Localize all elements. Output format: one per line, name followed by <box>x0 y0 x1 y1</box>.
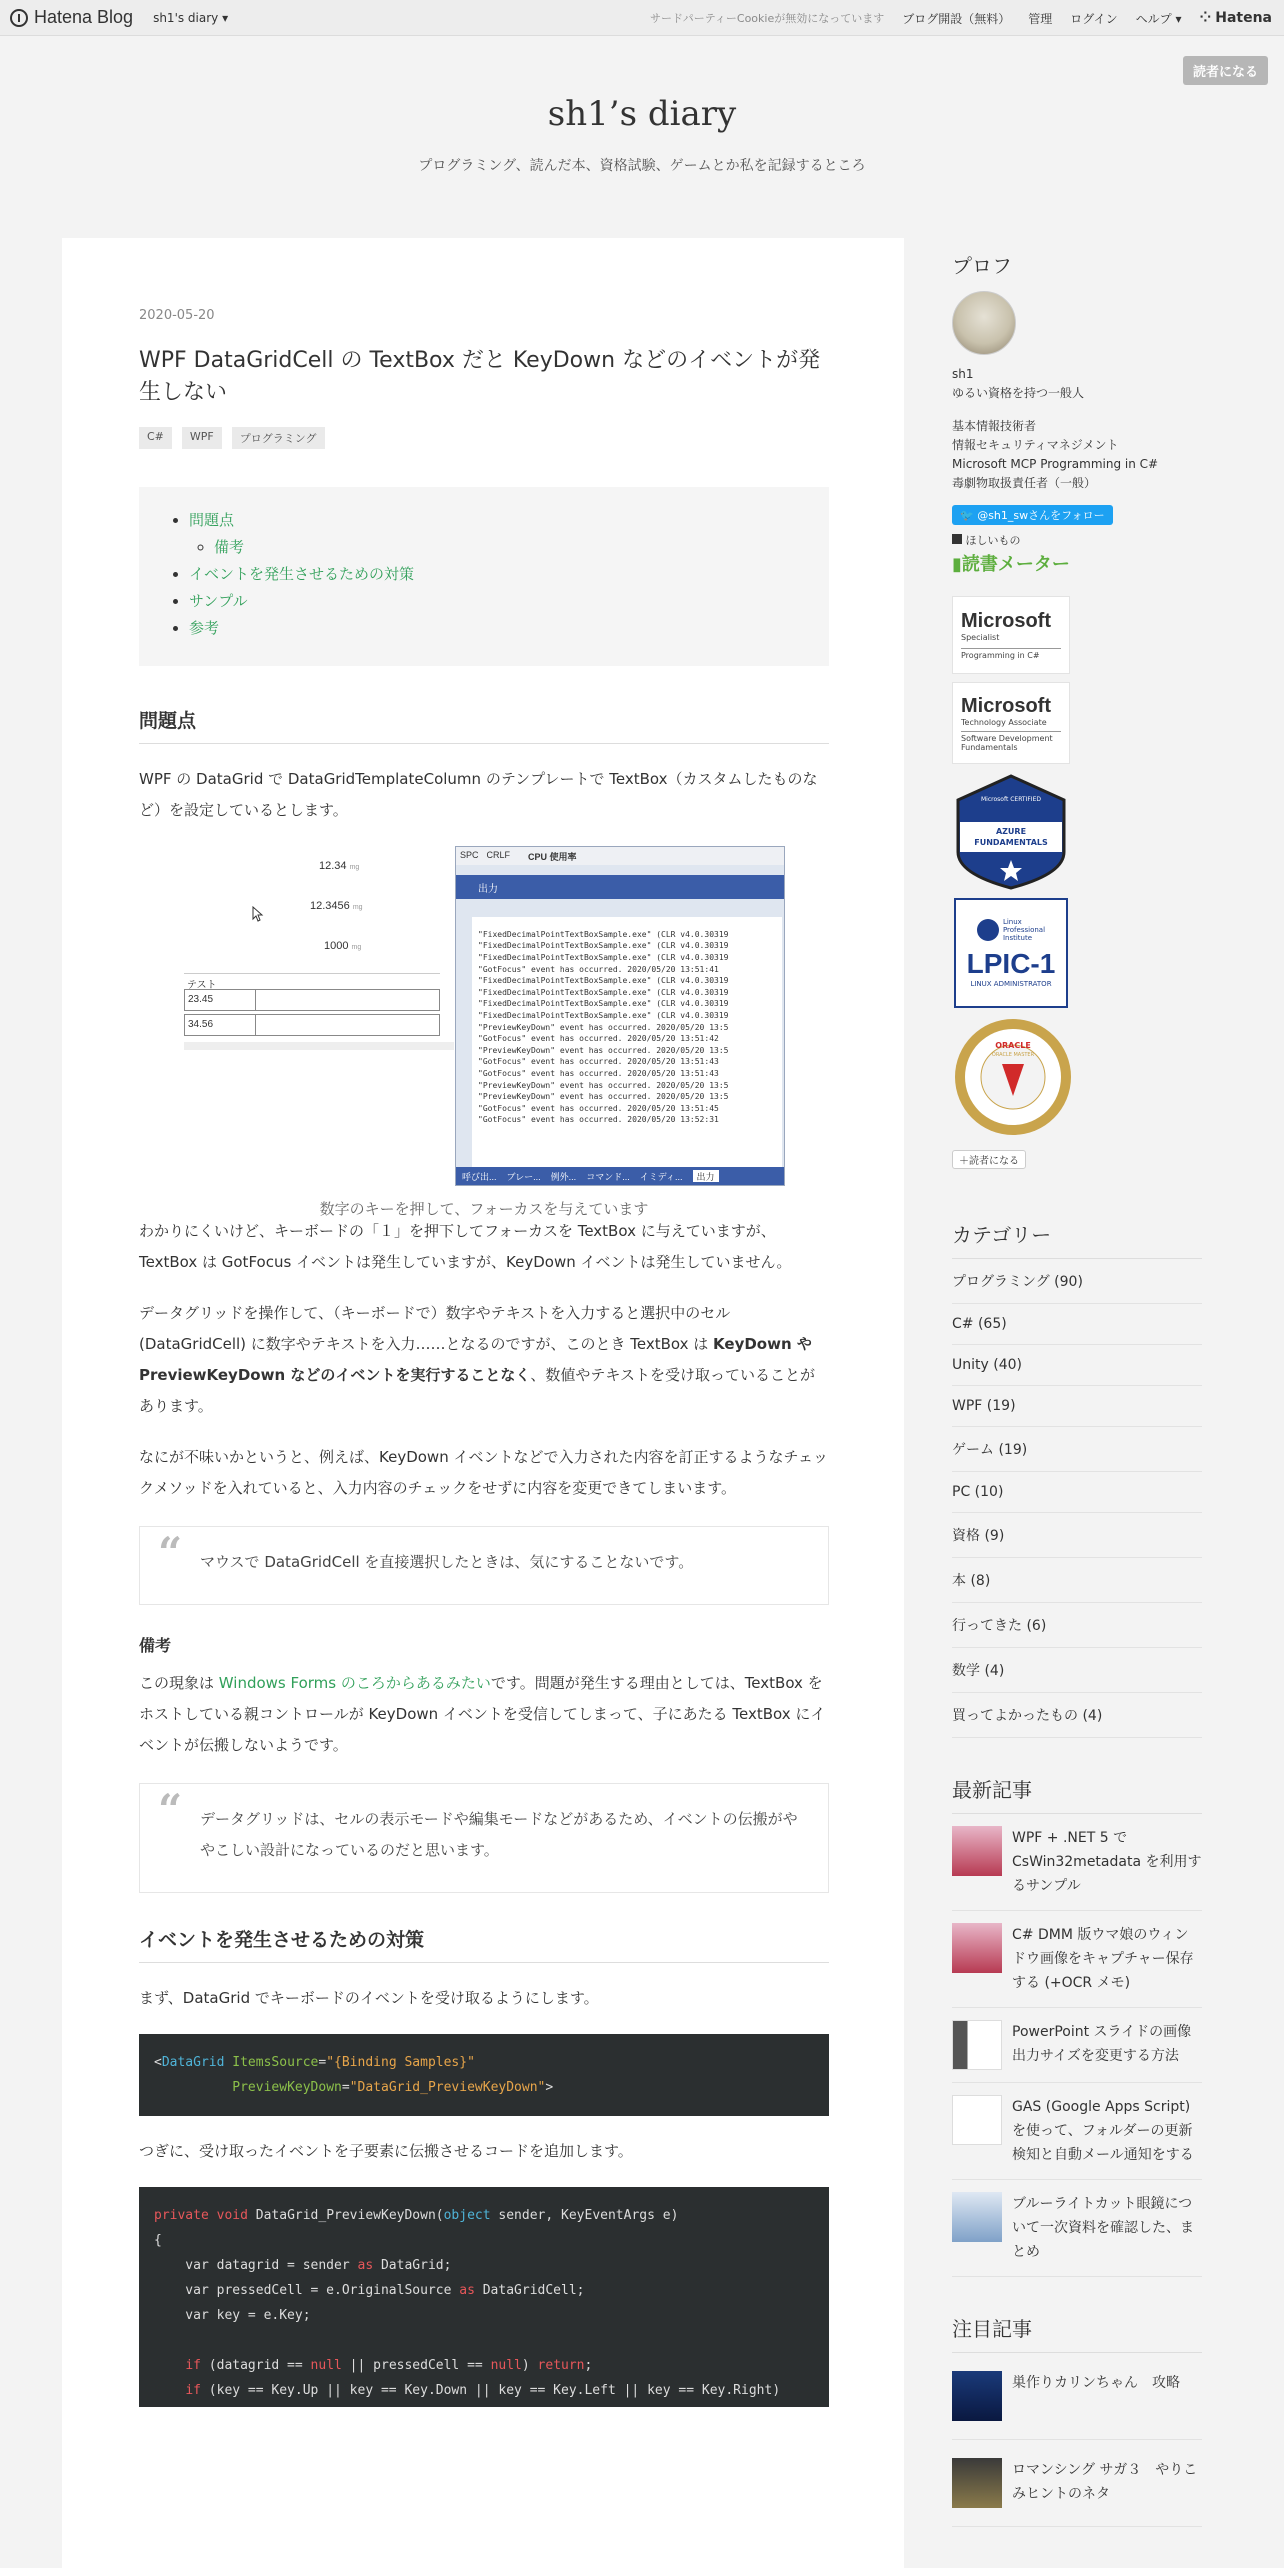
subscribe-button[interactable]: 読者になる <box>1183 56 1268 85</box>
log-line: "GotFocus" event has occurred. 2020/05/20 13:51:43 <box>478 1057 719 1067</box>
qualification: Microsoft MCP Programming in C# <box>952 457 1159 471</box>
recent-article[interactable] <box>952 2083 1202 2180</box>
entry-title[interactable]: WPF DataGridCell の TextBox だと KeyDown などのイベントが発生しない <box>139 348 821 405</box>
toc-item[interactable]: イベントを発生させるための対策 <box>189 564 415 583</box>
featured-list <box>952 2353 1202 2527</box>
log-line: "PreviewKeyDown" event has occurred. 2020/05/20 13:5 <box>478 1080 729 1090</box>
subscribe-small-button[interactable]: ＋読者になる <box>952 1150 1026 1169</box>
app-window-screenshot <box>184 846 494 1056</box>
section-heading-problem: 問題点 <box>139 706 829 744</box>
oracle-medal-icon <box>952 1016 1074 1138</box>
badge-mta[interactable]: Microsoft Technology Associate Software Development Fundamentals <box>952 682 1070 764</box>
badge-ms-specialist[interactable]: Microsoft Specialist Programming in C# <box>952 596 1070 674</box>
vs-status-tabs: SPC CRLF CPU 使用率 <box>456 847 784 865</box>
subsection-heading-note: 備考 <box>139 1635 172 1655</box>
category-item[interactable]: プログラミング (90) <box>952 1259 1202 1304</box>
hatena-blog-logo[interactable] <box>10 7 133 28</box>
paragraph: つぎに、受け取ったイベントを子要素に伝搬させるコードを追加します。 <box>139 2141 633 2160</box>
log-line: "GotFocus" event has occurred. 2020/05/20 13:51:45 <box>478 1103 719 1113</box>
article-thumbnail <box>952 2458 1002 2508</box>
recent-article[interactable] <box>952 1814 1202 1911</box>
category-item[interactable]: 行ってきた (6) <box>952 1603 1202 1648</box>
grid-header: テスト <box>184 973 440 993</box>
article-title[interactable]: 巣作りカリンちゃん 攻略 <box>1012 2375 1180 2391</box>
login-link[interactable]: ログイン <box>1070 11 1118 26</box>
article-title[interactable]: PowerPoint スライドの画像出力サイズを変更する方法 <box>1012 2024 1192 2064</box>
twitter-follow-button[interactable]: 🐦 @sh1_swさんをフォロー <box>952 505 1113 525</box>
output-log <box>472 917 782 1169</box>
article-thumbnail <box>952 2095 1002 2145</box>
twitter-bird-icon: 🐦 <box>960 509 974 522</box>
quote-mark-icon: “ <box>158 1527 183 1577</box>
profile-name[interactable]: sh1 <box>952 367 974 381</box>
article-title[interactable]: GAS (Google Apps Script) を使って、フォルダーの更新検知と自動メール通知をする <box>1012 2099 1194 2163</box>
wishlist-link[interactable]: ほしいもの <box>952 531 1202 550</box>
log-line: "GotFocus" event has occurred. 2020/05/20 13:51:41 <box>478 964 719 974</box>
avatar[interactable] <box>952 291 1016 355</box>
hatena-blog-icon <box>10 9 28 27</box>
log-line: "FixedDecimalPointTextBoxSample.exe" (CLR v4.0.30319 <box>478 999 729 1009</box>
toc-item[interactable]: 問題点 <box>189 510 235 529</box>
category-item[interactable]: 本 (8) <box>952 1558 1202 1603</box>
profile-heading: プロフ <box>952 254 1012 278</box>
category-item[interactable]: 買ってよかったもの (4) <box>952 1693 1202 1738</box>
log-line: "FixedDecimalPointTextBoxSample.exe" (CLR v4.0.30319 <box>478 987 729 997</box>
badge-azure[interactable]: Microsoft CERTIFIED AZURE FUNDAMENTALS <box>952 772 1070 890</box>
category-heading: カテゴリー <box>952 1219 1202 1259</box>
bookmeter-link[interactable]: ▮読書メーター <box>952 554 1070 575</box>
badge-lpic1[interactable]: Linux Professional Institute LPIC-1 LINUX ADMINISTRATOR <box>954 898 1068 1008</box>
value-text: 1000 mg <box>324 939 362 952</box>
paragraph: この現象は Windows Forms のころからあるみたいです。問題が発生する理由としては、TextBox をホストしている親コントロールが KeyDown イベントを受信してしまって、子にあたる TextBox にイベントが伝搬しないようです。 <box>139 1673 826 1754</box>
code-block-csharp: private void DataGrid_PreviewKeyDown(object sender, KeyEventArgs e) { var datagrid = sender as DataGrid; var pressedCell = e.OriginalSource as DataGridCell; var key = e.Key; if (datagrid == null || pressedCell == null) return; if (key == Key.Up || key == Key.Down || key == Key.Left || key == Key.Right) <box>139 2187 829 2407</box>
log-line: "FixedDecimalPointTextBoxSample.exe" (CLR v4.0.30319 <box>478 941 729 951</box>
section-heading-fix: イベントを発生させるための対策 <box>139 1925 829 1963</box>
value-text: 12.3456 mg <box>310 899 363 912</box>
category-item[interactable]: PC (10) <box>952 1472 1202 1513</box>
blockquote <box>139 1783 829 1893</box>
start-blog-link[interactable]: ブログ開設（無料） <box>902 11 1011 26</box>
qualification: 基本情報技術者 <box>952 419 1037 433</box>
sidebar <box>952 250 1202 2527</box>
recent-article[interactable] <box>952 1911 1202 2008</box>
amazon-icon <box>952 534 962 544</box>
toc-item[interactable]: サンプル <box>189 591 248 610</box>
help-menu[interactable]: ヘルプ ▾ <box>1135 11 1182 26</box>
cookie-notice[interactable]: サードパーティーCookieが無効になっています <box>649 12 885 25</box>
log-line: "GotFocus" event has occurred. 2020/05/20 13:51:43 <box>478 1068 719 1078</box>
brand-text: Hatena Blog <box>34 7 134 27</box>
paragraph: WPF の DataGrid で DataGridTemplateColumn のテンプレートで TextBox（カスタムしたものなど）を設定しているとします。 <box>139 769 818 819</box>
category-item[interactable]: 数学 (4) <box>952 1648 1202 1693</box>
profile-bio: ゆるい資格を持つ一般人 <box>952 386 1085 400</box>
featured-article[interactable] <box>952 2353 1202 2440</box>
article-title[interactable]: C# DMM 版ウマ娘のウィンドウ画像をキャプチャー保存する (+OCR メモ) <box>1012 1927 1194 1991</box>
category-list <box>952 1259 1202 1738</box>
article-title[interactable]: WPF + .NET 5 で CsWin32metadata を利用するサンプル <box>1012 1830 1202 1894</box>
article-title[interactable]: ブルーライトカット眼鏡について一次資料を確認した、まとめ <box>1012 2196 1194 2260</box>
global-header <box>0 0 1284 36</box>
article-thumbnail <box>952 2192 1002 2242</box>
category-item[interactable]: 資格 (9) <box>952 1513 1202 1558</box>
quote-text: マウスで DataGridCell を直接選択したときは、気にすることないです。 <box>200 1552 694 1571</box>
code-block-xaml: <DataGrid ItemsSource="{Binding Samples}" PreviewKeyDown="DataGrid_PreviewKeyDown"> <box>139 2034 829 2116</box>
grid-row: 23.45 <box>184 989 440 1011</box>
category-tag[interactable]: C# <box>139 427 172 449</box>
log-line: "FixedDecimalPointTextBoxSample.exe" (CLR v4.0.30319 <box>478 952 729 962</box>
output-title: 出力 <box>456 875 784 899</box>
paragraph: データグリッドを操作して、（キーボードで）数字やテキストを入力すると選択中のセル (DataGridCell) に数字やテキストを入力……となるのですが、このとき TextBox は KeyDown や PreviewKeyDown などのイベントを実行することなく、数値やテキストを受け取っていることがあります。 <box>139 1303 816 1415</box>
category-tag[interactable]: WPF <box>182 427 222 449</box>
recent-article[interactable] <box>952 2008 1202 2083</box>
category-item[interactable]: C# (65) <box>952 1304 1202 1345</box>
category-item[interactable]: Unity (40) <box>952 1345 1202 1386</box>
entry-categories <box>139 427 829 449</box>
qualification: 毒劇物取扱責任者（一般） <box>952 476 1097 490</box>
recent-heading: 最新記事 <box>952 1774 1202 1814</box>
badge-oracle-master[interactable]: ORACLE ORACLE MASTER <box>952 1016 1074 1138</box>
category-tag[interactable]: プログラミング <box>232 427 325 449</box>
blog-title[interactable]: sh1’s diary <box>547 94 737 134</box>
quote-text: データグリッドは、セルの表示モードや編集モードなどがあるため、イベントの伝搬がややこしい設計になっているのだと思います。 <box>200 1809 798 1859</box>
windows-forms-link[interactable]: Windows Forms のころからあるみたい <box>218 1673 491 1692</box>
article-thumbnail <box>952 2020 1002 2070</box>
log-line: "PreviewKeyDown" event has occurred. 2020/05/20 13:5 <box>478 1045 729 1055</box>
grid-scrollbar <box>184 1042 454 1050</box>
entry-date[interactable]: 2020-05-20 <box>139 308 215 323</box>
blog-menu[interactable]: sh1's diary ▾ <box>153 10 229 25</box>
log-line: "FixedDecimalPointTextBoxSample.exe" (CLR v4.0.30319 <box>478 1010 729 1020</box>
log-line: "PreviewKeyDown" event has occurred. 2020/05/20 13:5 <box>478 1022 729 1032</box>
mouse-cursor-icon <box>252 906 264 922</box>
bar-chart-icon: ▮ <box>952 554 962 575</box>
log-line: "GotFocus" event has occurred. 2020/05/20 13:52:31 <box>478 1115 719 1125</box>
top-right-menu <box>650 0 1272 36</box>
toc-item[interactable]: 参考 <box>189 618 220 637</box>
table-of-contents <box>139 487 829 666</box>
grid-row: 34.56 <box>184 1014 440 1036</box>
recent-article[interactable] <box>952 2180 1202 2277</box>
article-thumbnail <box>952 1826 1002 1876</box>
plus-icon: ＋ <box>959 1156 969 1167</box>
admin-link[interactable]: 管理 <box>1028 11 1053 26</box>
vs-bottom-tabs: 呼び出... ブレー... 例外... コマンド... イミディ... 出力 <box>456 1167 785 1185</box>
hatena-label: Hatena <box>1215 10 1272 26</box>
recent-list <box>952 1814 1202 2277</box>
screenshot-figure[interactable] <box>139 846 829 1218</box>
paragraph: なにが不味いかというと、例えば、KeyDown イベントなどで入力された内容を訂正するようなチェックメソッドを入れていると、入力内容のチェックをせずに内容を変更できてしまいます。 <box>139 1447 829 1497</box>
qualification: 情報セキュリティマネジメント <box>952 438 1119 452</box>
blockquote <box>139 1526 829 1605</box>
article-title[interactable]: ロマンシング サガ３ やりこみヒントのネタ <box>1012 2462 1198 2502</box>
hatena-gear-icon: ⁘ <box>1199 10 1212 26</box>
paragraph: まず、DataGrid でキーボードのイベントを受け取るようにします。 <box>139 1988 599 2007</box>
hatena-menu[interactable] <box>1200 10 1273 26</box>
vs-output-window <box>455 846 785 1186</box>
log-line: "PreviewKeyDown" event has occurred. 2020/05/20 13:5 <box>478 1092 729 1102</box>
blog-description: プログラミング、読んだ本、資格試験、ゲームとか私を記録するところ <box>418 158 866 174</box>
featured-heading: 注目記事 <box>952 2313 1202 2353</box>
value-text: 12.34 mg <box>319 859 360 872</box>
article-thumbnail <box>952 2371 1002 2421</box>
log-line: "GotFocus" event has occurred. 2020/05/20 13:51:42 <box>478 1034 719 1044</box>
log-line: "FixedDecimalPointTextBoxSample.exe" (CLR v4.0.30319 <box>478 929 729 939</box>
quote-mark-icon: “ <box>158 1784 183 1834</box>
paragraph: わかりにくいけど、キーボードの「１」を押下してフォーカスを TextBox に与えていますが、TextBox は GotFocus イベントは発生していますが、KeyDown イベントは発生していません。 <box>139 1221 792 1271</box>
main-content <box>62 238 904 2568</box>
category-item[interactable]: ゲーム (19) <box>952 1427 1202 1472</box>
category-item[interactable]: WPF (19) <box>952 1386 1202 1427</box>
lpi-logo: Linux Professional Institute <box>977 918 1045 942</box>
toc-item[interactable]: 備考 <box>214 537 245 556</box>
figure-caption: 数字のキーを押して、フォーカスを与えています <box>319 1199 649 1218</box>
entry <box>139 308 829 2407</box>
log-line: "FixedDecimalPointTextBoxSample.exe" (CLR v4.0.30319 <box>478 976 729 986</box>
featured-article[interactable] <box>952 2440 1202 2527</box>
article-thumbnail <box>952 1923 1002 1973</box>
